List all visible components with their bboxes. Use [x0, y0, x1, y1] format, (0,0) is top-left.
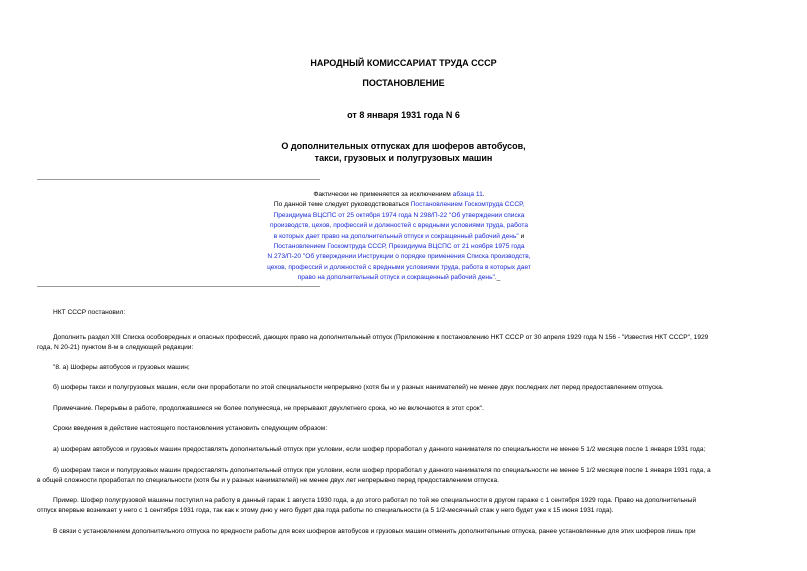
editorial-note: [240, 190, 558, 284]
document-type: ПОСТАНОВЛЕНИЕ: [362, 78, 445, 88]
body-paragraph: б) шоферам такси и полугрузовых машин предоставлять дополнительный отпуск при условии, если шофер проработал у данного нанимателя по специальности не менее 5 1/2 месяцев после 1 января 1931 года, а: [53, 467, 711, 474]
note-link-decree-1974[interactable]: производств, цехов, профессий и должностей с вредными условиями труда, работа: [270, 222, 528, 230]
note-link-paragraph-11[interactable]: абзаца 11: [452, 191, 483, 198]
body-paragraph: в общей сложности проработал по специальности (хотя бы и у разных нанимателей) не менее двух лет непрерывно перед предоставлением отпуска.: [37, 477, 499, 484]
body-paragraph: отпуск впервые возникает у него с 1 сентября 1931 года, так как к этому дню у него будет два года работы по специальности (а 5 1/2-месячный стаж у него будет уже к 15 июня 1931 года).: [37, 507, 614, 514]
note-text: ._: [494, 274, 501, 282]
note-link-decree-1974[interactable]: Президиума ВЦСПС от 25 октября 1974 года N 298/П-22 "Об утверждении списка: [273, 211, 525, 219]
body-paragraph: Дополнить раздел XIII Списка особовредных и опасных профессий, дающих право на дополнительный отпуск (Приложение к постановлению НКТ СССР от 30 апреля 1929 года N 156 - "Известия НКТ СССР", 1929: [53, 334, 709, 341]
note-link-decree-1975[interactable]: цехов, профессий и должностей с вредными условиями труда, работа в которых дает: [267, 263, 531, 271]
body-paragraph: Сроки введения в действие настоящего постановления установить следующим образом:: [53, 425, 328, 432]
note-divider-bottom: [37, 286, 320, 287]
body-paragraph: НКТ СССР постановил:: [53, 309, 126, 316]
note-text: Фактически не применяется за исключением: [313, 191, 453, 198]
document-date: от 8 января 1931 года N 6: [347, 110, 460, 120]
note-link-decree-1974[interactable]: Постановлением Госкомтруда СССР,: [410, 201, 525, 209]
document-title-line2: такси, грузовых и полугрузовых машин: [314, 153, 493, 163]
note-text: и: [518, 232, 525, 240]
note-link-decree-1975[interactable]: Постановлением Госкомтруда СССР, Президиума ВЦСПС от 21 ноября 1975 года: [273, 243, 525, 251]
document-title-line1: О дополнительных отпусках для шоферов автобусов,: [281, 141, 526, 151]
note-text: По данной теме следует руководствоваться: [273, 201, 411, 209]
note-text: .: [482, 191, 485, 198]
body-paragraph: Пример. Шофер полугрузовой машины поступил на работу в данный гараж 1 августа 1930 года, а до этого работал по той же специальности в другом гараже с 1 сентября 1929 года. Право на дополнительный: [53, 497, 697, 504]
body-paragraph: В связи с установлением дополнительного отпуска по вредности работы для всех шоферов автобусов и грузовых машин отменить дополнительные отпуска, ранее установленные для этих шоферов лишь при: [53, 528, 696, 535]
issuing-body: НАРОДНЫЙ КОМИССАРИАТ ТРУДА СССР: [310, 58, 497, 68]
note-link-decree-1975[interactable]: право на дополнительный отпуск и сокращенный рабочий день": [297, 274, 495, 282]
body-paragraph: года, N 20-21) пунктом 8-м в следующей редакции:: [37, 344, 194, 351]
note-divider-top: [37, 179, 320, 180]
body-paragraph: а) шоферам автобусов и грузовых машин предоставлять дополнительный отпуск при условии, если шофер проработал у данного нанимателя по специальности не менее 5 1/2 месяцев после 1 января 1931 года;: [53, 446, 706, 453]
body-paragraph: Примечание. Перерывы в работе, продолжавшиеся не более полумесяца, не прерывают двухлетнего срока, но не включаются в этот срок".: [53, 405, 484, 412]
body-paragraph: "8. а) Шоферы автобусов и грузовых машин;: [53, 364, 190, 371]
body-paragraph: б) шоферы такси и полугрузовых машин, если они проработали по этой специальности непрерывно (хотя бы и у разных нанимателей) не менее двух последних лет перед предоставлением отпуска.: [53, 384, 664, 391]
note-link-decree-1974[interactable]: в которых дает право на дополнительный отпуск и сокращенный рабочий день": [273, 232, 519, 240]
note-link-decree-1975[interactable]: N 273/П-20 "Об утверждении Инструкции о порядке применения Списка производств,: [267, 253, 531, 261]
